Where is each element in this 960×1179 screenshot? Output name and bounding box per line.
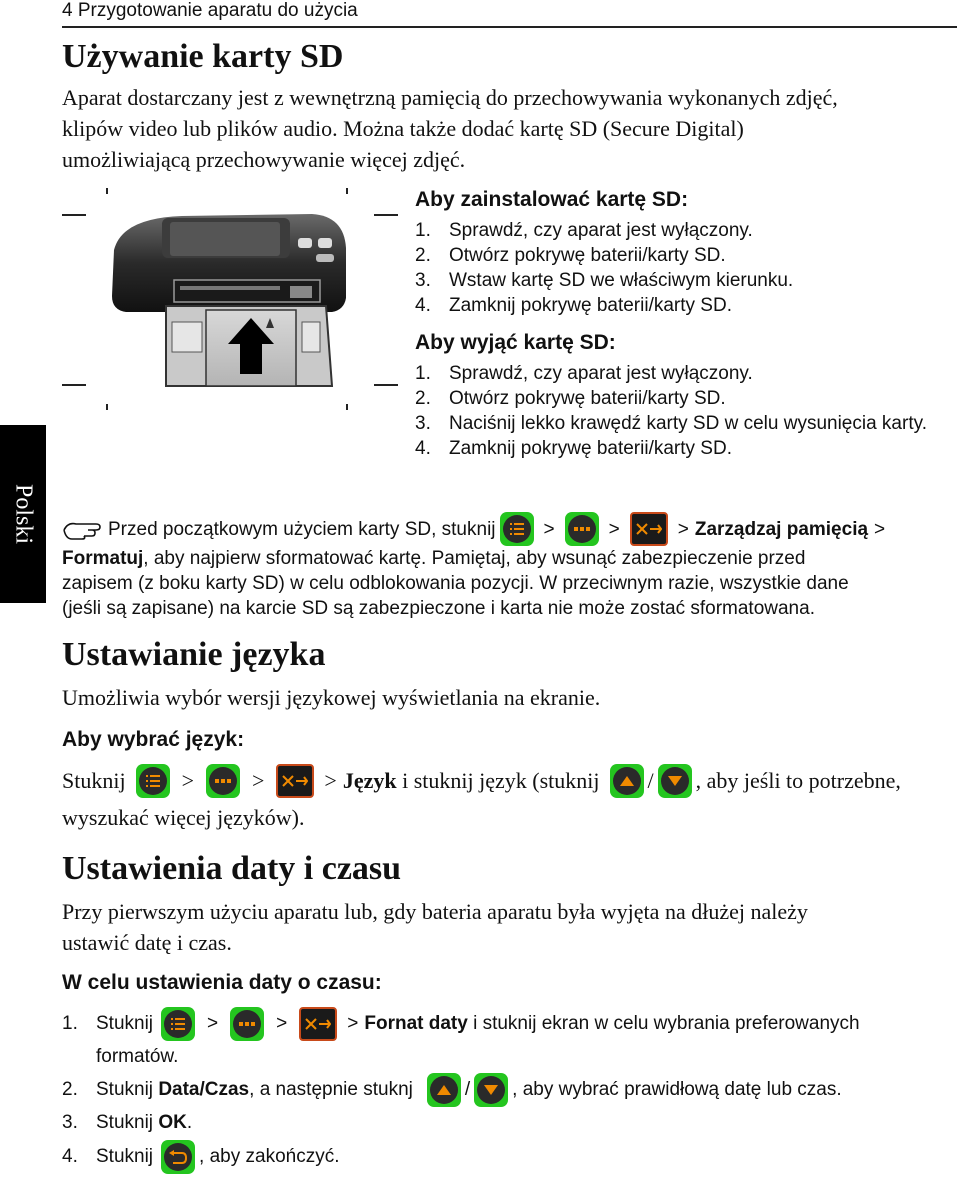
- tools-icon[interactable]: [299, 1007, 337, 1041]
- date-step-3: 3. Stuknij OK .: [62, 1112, 193, 1133]
- path-separator: >: [276, 1013, 288, 1034]
- install-heading: Aby zainstalować kartę SD:: [415, 188, 689, 211]
- arrow-up-icon[interactable]: [610, 764, 644, 798]
- arrow-up-icon[interactable]: [427, 1073, 461, 1107]
- path-bold-date-format: Fornat daty: [364, 1013, 468, 1034]
- list-item: 2. Otwórz pokrywę baterii/karty SD.: [415, 388, 726, 409]
- running-header: 4 Przygotowanie aparatu do użycia: [62, 0, 358, 21]
- list-item: 3. Naciśnij lekko krawędź karty SD w celu wysunięcia karty.: [415, 413, 927, 434]
- path-separator: >: [181, 768, 194, 793]
- menu-list-icon[interactable]: [161, 1007, 195, 1041]
- sd-section-title: Używanie karty SD: [62, 38, 344, 75]
- list-item: 2. Otwórz pokrywę baterii/karty SD.: [415, 245, 726, 266]
- path-bold-format: Formatuj: [62, 548, 144, 569]
- note-line-4: (jeśli są zapisane) na karcie SD są zabezpieczone i karta nie może zostać sformatowana.: [62, 598, 815, 619]
- install-steps-list: [415, 218, 945, 318]
- lang-instructions: [62, 760, 952, 834]
- lang-line-1: Stuknij > > > Język i stuknij język (stuknij / , aby jeśli to potrzebne,: [62, 760, 952, 802]
- path-separator: >: [347, 1013, 359, 1034]
- path-separator: >: [677, 518, 689, 540]
- menu-list-icon[interactable]: [136, 764, 170, 798]
- tools-icon[interactable]: [630, 512, 668, 546]
- note-line-3: zapisem (z boku karty SD) w celu odblokowania pozycji. W przeciwnym razie, wszystkie dane: [62, 573, 849, 594]
- language-side-tab: [0, 425, 46, 603]
- sd-intro: [62, 82, 838, 175]
- date-step-1: 1. Stuknij > > > Fornat daty i stuknij ekran w celu wybrania preferowanych: [62, 1004, 952, 1044]
- arrow-down-icon[interactable]: [658, 764, 692, 798]
- date-steps: [62, 1004, 952, 1176]
- lang-line-2: wyszukać więcej języków).: [62, 805, 305, 830]
- list-item: 4. Zamknij pokrywę baterii/karty SD.: [415, 295, 732, 316]
- camera-sd-slot-photo: [62, 188, 398, 410]
- header-rule: [62, 26, 957, 28]
- more-dots-icon[interactable]: [206, 764, 240, 798]
- sd-intro-line: umożliwiającą przechowywanie więcej zdjęć.: [62, 147, 466, 172]
- data-czas-bold: Data/Czas: [158, 1079, 250, 1100]
- sd-format-note: [62, 512, 952, 621]
- path-separator: >: [874, 518, 886, 540]
- list-item: 3. Wstaw kartę SD we właściwym kierunku.: [415, 270, 794, 291]
- more-dots-icon[interactable]: [230, 1007, 264, 1041]
- sd-intro-line: klipów video lub plików audio. Można także dodać kartę SD (Secure Digital): [62, 116, 744, 141]
- hand-pointer-icon: [62, 518, 102, 540]
- more-dots-icon[interactable]: [565, 512, 599, 546]
- path-separator: >: [608, 518, 620, 540]
- remove-heading: Aby wyjąć kartę SD:: [415, 331, 616, 354]
- path-separator: >: [207, 1013, 219, 1034]
- date-intro: [62, 896, 808, 958]
- date-section-title: Ustawienia daty i czasu: [62, 850, 402, 887]
- lang-intro: Umożliwia wybór wersji językowej wyświetlania na ekranie.: [62, 685, 601, 710]
- date-intro-line: ustawić datę i czas.: [62, 930, 232, 955]
- tools-icon[interactable]: [276, 764, 314, 798]
- note-line-1: [62, 512, 952, 546]
- path-bold-manage-memory: Zarządzaj pamięcią: [694, 518, 869, 540]
- lang-heading: Aby wybrać język:: [62, 728, 245, 751]
- lang-section-title: Ustawianie języka: [62, 636, 326, 673]
- note-text: Przed początkowym użyciem karty SD, stuknij: [108, 518, 496, 540]
- back-return-icon[interactable]: [161, 1140, 195, 1174]
- path-separator: >: [543, 518, 555, 540]
- date-step-4: 4. Stuknij , aby zakończyć.: [62, 1138, 952, 1176]
- path-separator: >: [324, 768, 337, 793]
- list-item: 1. Sprawdź, czy aparat jest wyłączony.: [415, 363, 753, 384]
- date-step-2: 2. Stuknij Data/Czas , a następnie stuknj / , aby wybrać prawidłową datę lub czas.: [62, 1072, 952, 1108]
- ok-bold: OK: [158, 1112, 187, 1133]
- note-line-2: Formatuj, aby najpierw sformatować kartę. Pamiętaj, aby wsunąć zabezpieczenie przed: [62, 548, 806, 569]
- remove-steps-list: [415, 361, 945, 461]
- date-intro-line: Przy pierwszym użyciu aparatu lub, gdy bateria aparatu była wyjęta na dłużej należy: [62, 899, 808, 924]
- date-step-1-line-2: formatów.: [96, 1046, 179, 1067]
- side-tab-label: Polski: [10, 483, 37, 545]
- sd-intro-line: Aparat dostarczany jest z wewnętrzną pamięcią do przechowywania wykonanych zdjęć,: [62, 85, 838, 110]
- path-bold-language: Język: [342, 768, 397, 793]
- arrow-down-icon[interactable]: [474, 1073, 508, 1107]
- list-item: 1. Sprawdź, czy aparat jest wyłączony.: [415, 220, 753, 241]
- camera-illustration: [62, 188, 398, 410]
- path-separator: >: [252, 768, 265, 793]
- list-item: 4. Zamknij pokrywę baterii/karty SD.: [415, 438, 732, 459]
- date-heading: W celu ustawienia daty o czasu:: [62, 971, 382, 994]
- menu-list-icon[interactable]: [500, 512, 534, 546]
